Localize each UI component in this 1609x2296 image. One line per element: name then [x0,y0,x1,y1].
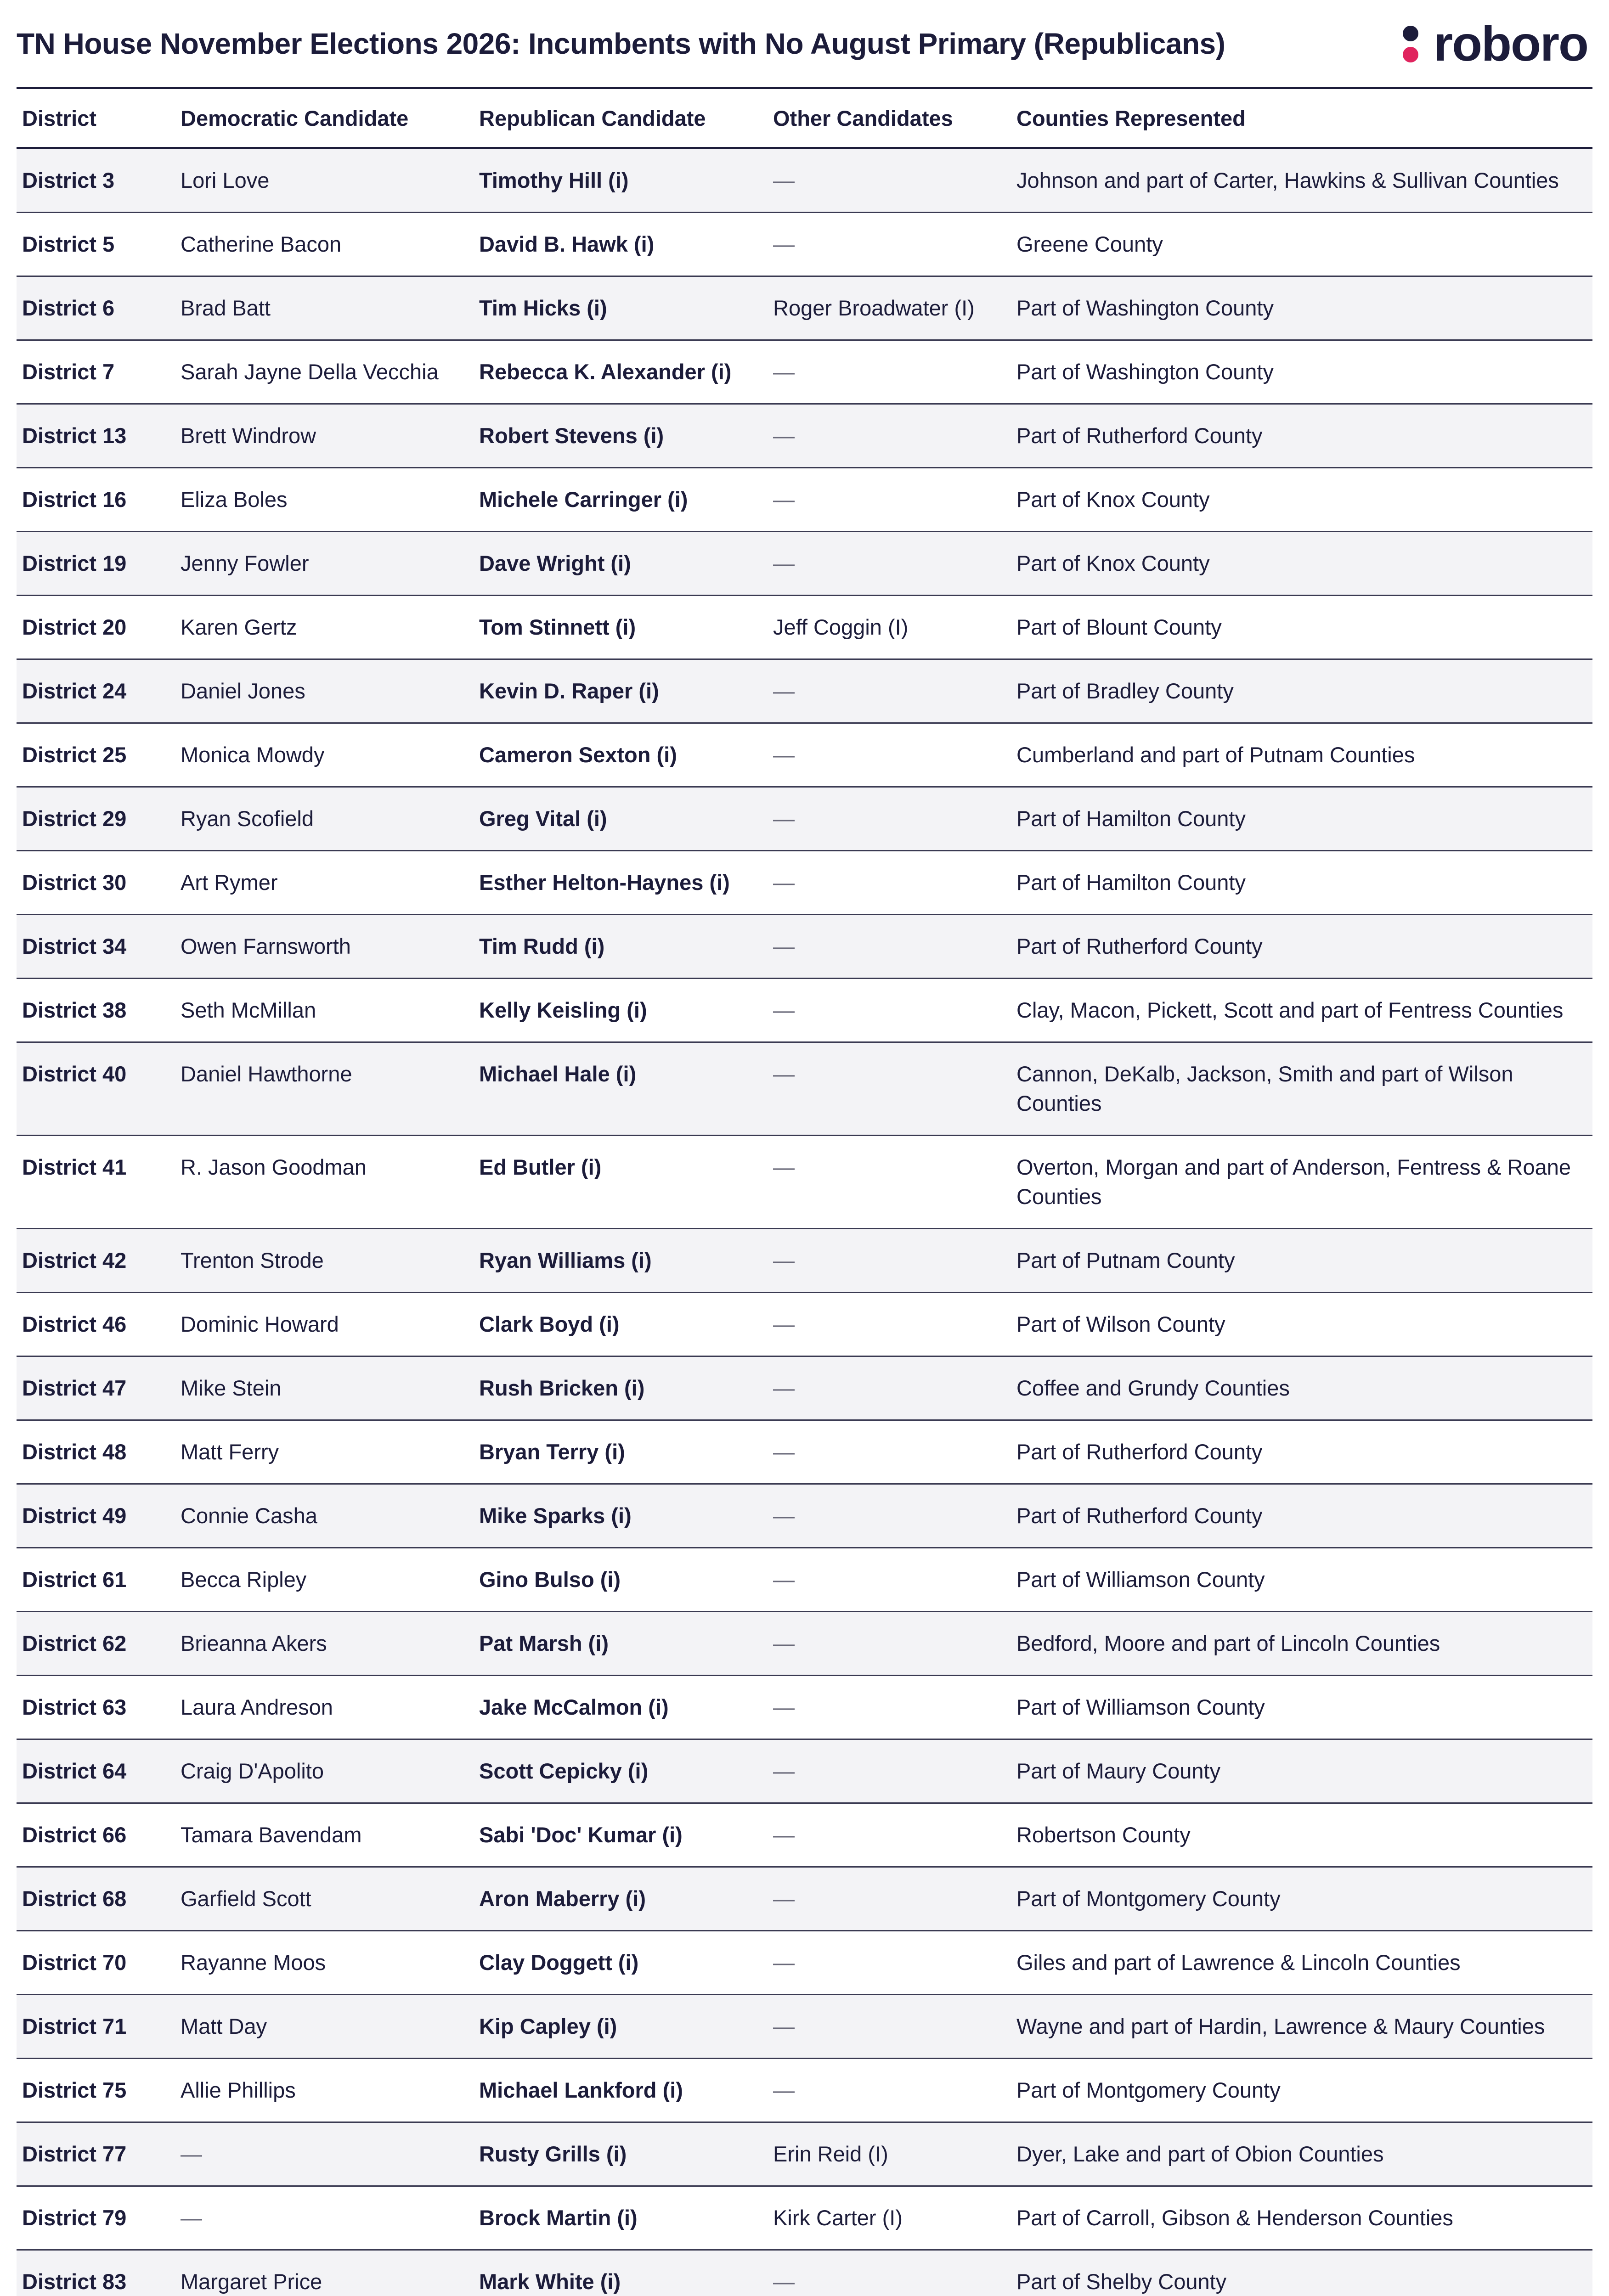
district-cell: District 19 [17,532,175,596]
other-candidates-cell: — [768,1867,1011,1931]
table-row [17,1042,1592,1136]
counties-cell: Part of Bradley County [1011,659,1592,723]
district-cell: District 47 [17,1356,175,1420]
table-row [17,2059,1592,2122]
roboro-mark-icon [1398,22,1423,66]
democratic-candidate-cell: Becca Ripley [175,1548,474,1612]
counties-cell: Part of Washington County [1011,340,1592,404]
table-row [17,404,1592,468]
republican-candidate-cell: Tim Rudd (i) [474,915,768,979]
district-cell: District 16 [17,468,175,532]
column-header-other: Other Candidates [768,89,1011,148]
republican-candidate-cell: Michael Lankford (i) [474,2059,768,2122]
republican-candidate-cell: Tim Hicks (i) [474,276,768,340]
republican-candidate-cell: Brock Martin (i) [474,2186,768,2250]
democratic-candidate-cell: Brad Batt [175,276,474,340]
other-candidates-cell: — [768,1676,1011,1739]
republican-candidate-cell: Mark White (i) [474,2250,768,2296]
table-row [17,787,1592,851]
table-row [17,1356,1592,1420]
column-header-district: District [17,89,175,148]
counties-cell: Part of Putnam County [1011,1229,1592,1293]
counties-cell: Part of Maury County [1011,1739,1592,1803]
table-row [17,148,1592,213]
district-cell: District 62 [17,1612,175,1676]
democratic-candidate-cell: Lori Love [175,148,474,213]
district-cell: District 6 [17,276,175,340]
table-row [17,532,1592,596]
other-candidates-cell: — [768,1420,1011,1484]
column-header-democratic: Democratic Candidate [175,89,474,148]
republican-candidate-cell: David B. Hawk (i) [474,213,768,276]
democratic-candidate-cell: Karen Gertz [175,596,474,659]
district-cell: District 49 [17,1484,175,1548]
republican-candidate-cell: Mike Sparks (i) [474,1484,768,1548]
district-cell: District 5 [17,213,175,276]
district-cell: District 3 [17,148,175,213]
republican-candidate-cell: Pat Marsh (i) [474,1612,768,1676]
table-row [17,851,1592,915]
counties-cell: Part of Hamilton County [1011,787,1592,851]
republican-candidate-cell: Ryan Williams (i) [474,1229,768,1293]
other-candidates-cell: — [768,213,1011,276]
district-cell: District 63 [17,1676,175,1739]
republican-candidate-cell: Robert Stevens (i) [474,404,768,468]
republican-candidate-cell: Clark Boyd (i) [474,1293,768,1356]
district-cell: District 13 [17,404,175,468]
democratic-candidate-cell: Sarah Jayne Della Vecchia [175,340,474,404]
counties-cell: Part of Knox County [1011,468,1592,532]
republican-candidate-cell: Ed Butler (i) [474,1136,768,1229]
democratic-candidate-cell: Rayanne Moos [175,1931,474,1995]
counties-cell: Part of Rutherford County [1011,1420,1592,1484]
democratic-candidate-cell: Connie Casha [175,1484,474,1548]
table-row [17,1229,1592,1293]
district-cell: District 79 [17,2186,175,2250]
counties-cell: Part of Williamson County [1011,1676,1592,1739]
district-cell: District 25 [17,723,175,787]
candidates-table [17,89,1592,2296]
other-candidates-cell: — [768,1803,1011,1867]
other-candidates-cell: Kirk Carter (I) [768,2186,1011,2250]
table-body [17,148,1592,2296]
democratic-candidate-cell: Brett Windrow [175,404,474,468]
district-cell: District 30 [17,851,175,915]
democratic-candidate-cell: Daniel Hawthorne [175,1042,474,1136]
democratic-candidate-cell: Matt Day [175,1995,474,2059]
republican-candidate-cell: Gino Bulso (i) [474,1548,768,1612]
counties-cell: Part of Montgomery County [1011,1867,1592,1931]
table-row [17,1867,1592,1931]
other-candidates-cell: — [768,915,1011,979]
table-row [17,1739,1592,1803]
table-row [17,723,1592,787]
district-cell: District 83 [17,2250,175,2296]
table-row [17,1931,1592,1995]
republican-candidate-cell: Scott Cepicky (i) [474,1739,768,1803]
other-candidates-cell: — [768,723,1011,787]
district-cell: District 66 [17,1803,175,1867]
republican-candidate-cell: Kelly Keisling (i) [474,979,768,1042]
district-cell: District 70 [17,1931,175,1995]
republican-candidate-cell: Bryan Terry (i) [474,1420,768,1484]
other-candidates-cell: — [768,1229,1011,1293]
democratic-candidate-cell: Margaret Price [175,2250,474,2296]
democratic-candidate-cell: Dominic Howard [175,1293,474,1356]
counties-cell: Part of Wilson County [1011,1293,1592,1356]
table-row [17,1484,1592,1548]
counties-cell: Robertson County [1011,1803,1592,1867]
counties-cell: Part of Rutherford County [1011,404,1592,468]
counties-cell: Part of Blount County [1011,596,1592,659]
democratic-candidate-cell: Mike Stein [175,1356,474,1420]
other-candidates-cell: — [768,468,1011,532]
table-row [17,468,1592,532]
counties-cell: Wayne and part of Hardin, Lawrence & Maury Counties [1011,1995,1592,2059]
republican-candidate-cell: Cameron Sexton (i) [474,723,768,787]
other-candidates-cell: — [768,1612,1011,1676]
table-row [17,915,1592,979]
district-cell: District 41 [17,1136,175,1229]
other-candidates-cell: — [768,1995,1011,2059]
other-candidates-cell: — [768,340,1011,404]
column-header-counties: Counties Represented [1011,89,1592,148]
header [17,0,1592,89]
counties-cell: Part of Carroll, Gibson & Henderson Counties [1011,2186,1592,2250]
democratic-candidate-cell: — [175,2122,474,2186]
republican-candidate-cell: Jake McCalmon (i) [474,1676,768,1739]
democratic-candidate-cell: R. Jason Goodman [175,1136,474,1229]
table-row [17,596,1592,659]
republican-candidate-cell: Kevin D. Raper (i) [474,659,768,723]
other-candidates-cell: — [768,2250,1011,2296]
other-candidates-cell: — [768,851,1011,915]
district-cell: District 46 [17,1293,175,1356]
other-candidates-cell: — [768,1136,1011,1229]
other-candidates-cell: — [768,1548,1011,1612]
table-row [17,1420,1592,1484]
democratic-candidate-cell: Brieanna Akers [175,1612,474,1676]
column-header-republican: Republican Candidate [474,89,768,148]
republican-candidate-cell: Esther Helton-Haynes (i) [474,851,768,915]
other-candidates-cell: — [768,148,1011,213]
counties-cell: Bedford, Moore and part of Lincoln Counties [1011,1612,1592,1676]
republican-candidate-cell: Rusty Grills (i) [474,2122,768,2186]
counties-cell: Johnson and part of Carter, Hawkins & Sullivan Counties [1011,148,1592,213]
other-candidates-cell: — [768,979,1011,1042]
democratic-candidate-cell: Trenton Strode [175,1229,474,1293]
other-candidates-cell: — [768,2059,1011,2122]
counties-cell: Part of Shelby County [1011,2250,1592,2296]
table-row [17,340,1592,404]
table-row [17,276,1592,340]
other-candidates-cell: — [768,404,1011,468]
other-candidates-cell: — [768,1931,1011,1995]
counties-cell: Part of Washington County [1011,276,1592,340]
page [17,0,1592,2296]
brand-logo [1398,16,1588,71]
table-row [17,979,1592,1042]
republican-candidate-cell: Tom Stinnett (i) [474,596,768,659]
republican-candidate-cell: Timothy Hill (i) [474,148,768,213]
district-cell: District 42 [17,1229,175,1293]
district-cell: District 48 [17,1420,175,1484]
district-cell: District 77 [17,2122,175,2186]
counties-cell: Part of Montgomery County [1011,2059,1592,2122]
republican-candidate-cell: Rebecca K. Alexander (i) [474,340,768,404]
republican-candidate-cell: Michele Carringer (i) [474,468,768,532]
republican-candidate-cell: Dave Wright (i) [474,532,768,596]
table-header-row [17,89,1592,148]
other-candidates-cell: — [768,1293,1011,1356]
district-cell: District 29 [17,787,175,851]
other-candidates-cell: Roger Broadwater (I) [768,276,1011,340]
district-cell: District 7 [17,340,175,404]
counties-cell: Part of Knox County [1011,532,1592,596]
republican-candidate-cell: Sabi 'Doc' Kumar (i) [474,1803,768,1867]
district-cell: District 20 [17,596,175,659]
table-row [17,2186,1592,2250]
district-cell: District 71 [17,1995,175,2059]
republican-candidate-cell: Rush Bricken (i) [474,1356,768,1420]
counties-cell: Clay, Macon, Pickett, Scott and part of Fentress Counties [1011,979,1592,1042]
democratic-candidate-cell: Jenny Fowler [175,532,474,596]
district-cell: District 38 [17,979,175,1042]
brand-name: roboro [1434,16,1588,71]
table-row [17,1803,1592,1867]
democratic-candidate-cell: Craig D'Apolito [175,1739,474,1803]
other-candidates-cell: Jeff Coggin (I) [768,596,1011,659]
table-row [17,2122,1592,2186]
table-row [17,1136,1592,1229]
counties-cell: Coffee and Grundy Counties [1011,1356,1592,1420]
district-cell: District 40 [17,1042,175,1136]
district-cell: District 34 [17,915,175,979]
district-cell: District 64 [17,1739,175,1803]
other-candidates-cell: — [768,1356,1011,1420]
counties-cell: Part of Rutherford County [1011,1484,1592,1548]
table-row [17,1293,1592,1356]
republican-candidate-cell: Greg Vital (i) [474,787,768,851]
democratic-candidate-cell: Garfield Scott [175,1867,474,1931]
republican-candidate-cell: Michael Hale (i) [474,1042,768,1136]
counties-cell: Part of Williamson County [1011,1548,1592,1612]
counties-cell: Giles and part of Lawrence & Lincoln Counties [1011,1931,1592,1995]
republican-candidate-cell: Kip Capley (i) [474,1995,768,2059]
page-title: TN House November Elections 2026: Incumbents with No August Primary (Republicans) [17,27,1225,60]
democratic-candidate-cell: Matt Ferry [175,1420,474,1484]
table-row [17,659,1592,723]
other-candidates-cell: — [768,1739,1011,1803]
democratic-candidate-cell: Tamara Bavendam [175,1803,474,1867]
other-candidates-cell: Erin Reid (I) [768,2122,1011,2186]
table-row [17,2250,1592,2296]
other-candidates-cell: — [768,659,1011,723]
table-row [17,1548,1592,1612]
table-row [17,213,1592,276]
democratic-candidate-cell: Ryan Scofield [175,787,474,851]
other-candidates-cell: — [768,787,1011,851]
counties-cell: Cumberland and part of Putnam Counties [1011,723,1592,787]
democratic-candidate-cell: Eliza Boles [175,468,474,532]
democratic-candidate-cell: Seth McMillan [175,979,474,1042]
counties-cell: Part of Hamilton County [1011,851,1592,915]
democratic-candidate-cell: Laura Andreson [175,1676,474,1739]
other-candidates-cell: — [768,532,1011,596]
democratic-candidate-cell: Art Rymer [175,851,474,915]
district-cell: District 24 [17,659,175,723]
democratic-candidate-cell: Daniel Jones [175,659,474,723]
district-cell: District 68 [17,1867,175,1931]
counties-cell: Dyer, Lake and part of Obion Counties [1011,2122,1592,2186]
democratic-candidate-cell: — [175,2186,474,2250]
table-row [17,1676,1592,1739]
other-candidates-cell: — [768,1484,1011,1548]
other-candidates-cell: — [768,1042,1011,1136]
counties-cell: Part of Rutherford County [1011,915,1592,979]
democratic-candidate-cell: Catherine Bacon [175,213,474,276]
counties-cell: Cannon, DeKalb, Jackson, Smith and part of Wilson Counties [1011,1042,1592,1136]
district-cell: District 75 [17,2059,175,2122]
republican-candidate-cell: Clay Doggett (i) [474,1931,768,1995]
republican-candidate-cell: Aron Maberry (i) [474,1867,768,1931]
democratic-candidate-cell: Owen Farnsworth [175,915,474,979]
democratic-candidate-cell: Allie Phillips [175,2059,474,2122]
counties-cell: Greene County [1011,213,1592,276]
table-row [17,1995,1592,2059]
table-row [17,1612,1592,1676]
democratic-candidate-cell: Monica Mowdy [175,723,474,787]
district-cell: District 61 [17,1548,175,1612]
counties-cell: Overton, Morgan and part of Anderson, Fentress & Roane Counties [1011,1136,1592,1229]
